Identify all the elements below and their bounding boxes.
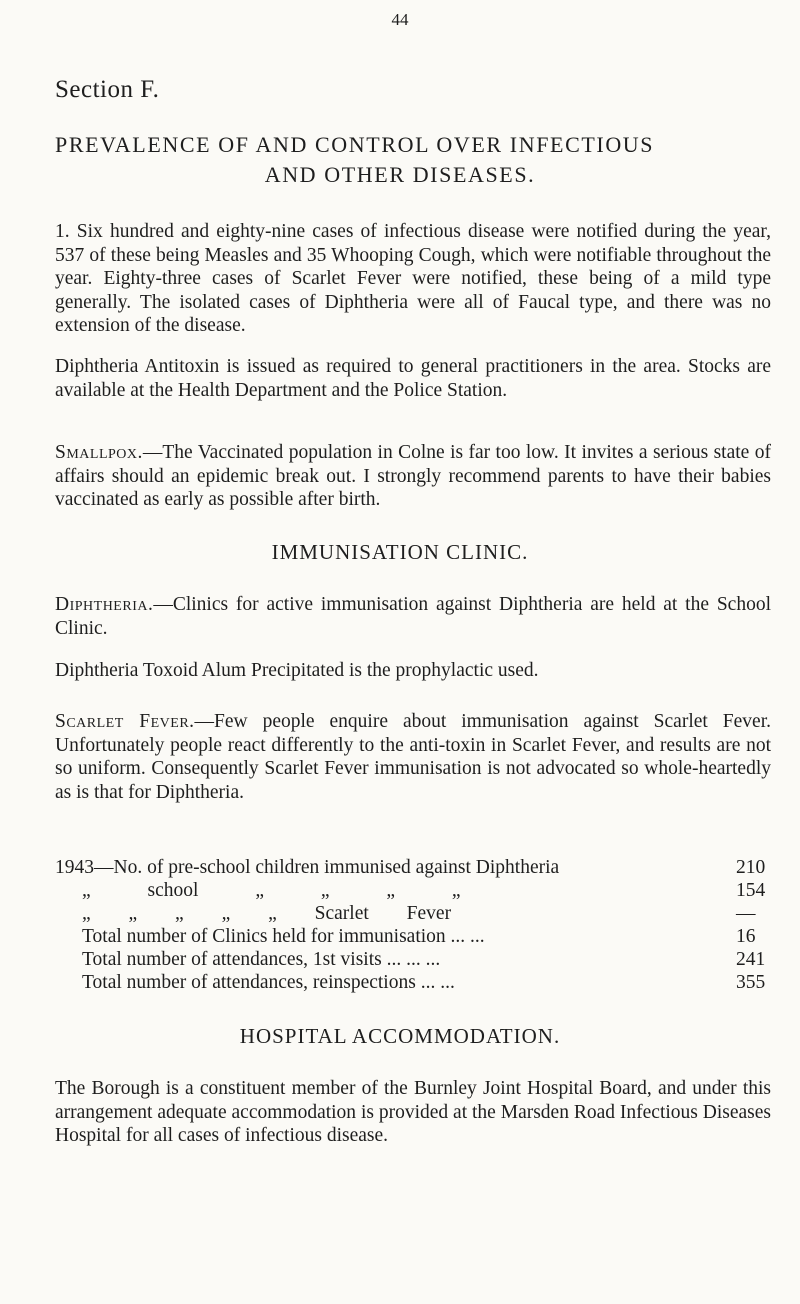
stats-label: „ „ „ „ „ Scarlet Fever	[82, 903, 452, 924]
stats-label: Total number of attendances, 1st visits ... ... ...	[82, 949, 441, 970]
paragraph-smallpox	[55, 441, 771, 512]
page-number: 44	[391, 10, 409, 29]
stats-value: 355	[736, 972, 766, 993]
smallpox-label: Smallpox.	[55, 442, 143, 463]
stats-value: 210	[736, 857, 766, 878]
stats-value: 154	[736, 880, 766, 901]
paragraph-antitoxin: Diphtheria Antitoxin is issued as required to general practitioners in the area. Stocks are available at the Health Department and the Police Station.	[55, 356, 771, 401]
paragraph-scarlet-fever	[55, 710, 771, 804]
stats-label: „ school „ „ „ „	[82, 880, 461, 901]
stats-value: 241	[736, 949, 766, 970]
immunisation-clinic-heading: IMMUNISATION CLINIC.	[271, 540, 529, 564]
diphtheria-text: —Clinics for active immunisation against Diphtheria are held at the School Clinic.	[55, 594, 771, 639]
stats-label: 1943—No. of pre-school children immunised against Diphtheria	[55, 857, 560, 878]
stats-row	[55, 902, 780, 925]
smallpox-text: —The Vaccinated population in Colne is far too low. It invites a serious state of affairs should an epidemic break out. I strongly recommend parents to have their babies vaccinated as early as possible after birth.	[55, 442, 771, 510]
stats-row	[55, 948, 780, 971]
diphtheria-label: Diphtheria.	[55, 594, 154, 615]
section-heading-line-1: PREVALENCE OF AND CONTROL OVER INFECTIOUS	[55, 132, 655, 157]
stats-row	[55, 925, 780, 948]
section-label: Section F.	[55, 76, 160, 103]
stats-row	[55, 879, 780, 902]
paragraph-diphtheria	[55, 593, 771, 640]
stats-row	[55, 856, 780, 879]
hospital-accommodation-heading: HOSPITAL ACCOMMODATION.	[239, 1024, 561, 1048]
paragraph-infectious-cases: 1. Six hundred and eighty-nine cases of infectious disease were notified during the year, 537 of these being Measles and 35 Whooping Cough, which were notifiable throughout the year. Eighty-three cases of Scarlet Fever were notified, these being of a mild type generally. The isolated cases of Diphtheria were all of Faucal type, and there was no extension of the disease.	[55, 221, 771, 336]
paragraph-toxoid: Diphtheria Toxoid Alum Precipitated is the prophylactic used.	[55, 660, 539, 681]
stats-value: 16	[736, 926, 756, 947]
immunisation-statistics	[55, 856, 780, 994]
stats-value: —	[736, 903, 756, 924]
paragraph-hospital: The Borough is a constituent member of the Burnley Joint Hospital Board, and under this arrangement adequate accommodation is provided at the Marsden Road Infectious Diseases Hospital for all cases of infectious disease.	[55, 1078, 771, 1146]
stats-label: Total number of attendances, reinspections ... ...	[82, 972, 455, 993]
section-heading-line-2: AND OTHER DISEASES.	[264, 162, 536, 187]
stats-row	[55, 971, 780, 994]
stats-label: Total number of Clinics held for immunisation ... ...	[82, 926, 485, 947]
scarlet-fever-label: Scarlet Fever.	[55, 711, 195, 732]
scarlet-fever-text: —Few people enquire about immunisation against Scarlet Fever. Unfortunately people react differently to the anti-toxin in Scarlet Fever, and results are not so uniform. Consequently Scarlet Fever immunisation is not advocated so whole-heartedly as is that for Diphtheria.	[55, 711, 771, 803]
